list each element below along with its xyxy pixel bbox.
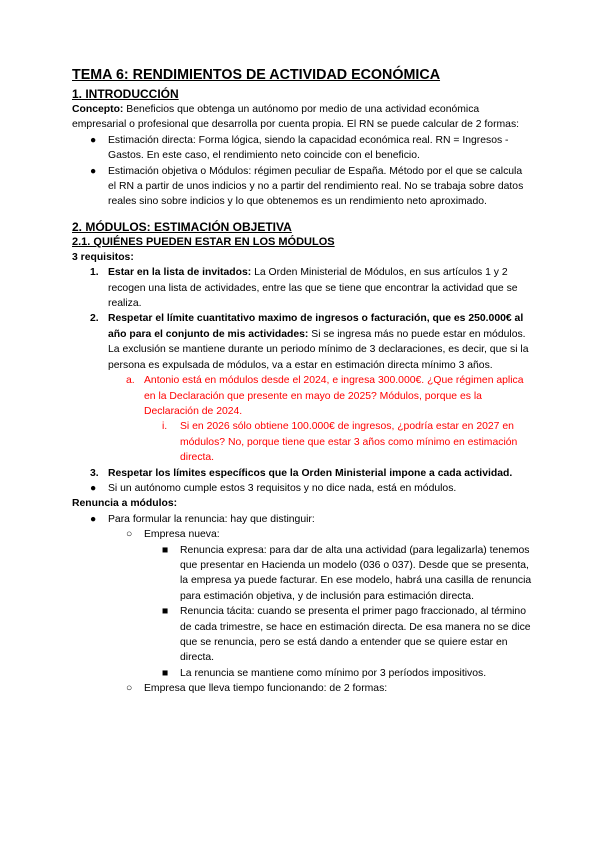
square-bullet-icon: ■	[162, 667, 169, 679]
list-number: 1.	[90, 267, 99, 279]
list-item: i. Si en 2026 sólo obtiene 100.000€ de ingresos, ¿podría estar en 2027 en módulos? No, porque tiene que estar 3 años como mínimo en estimación directa.	[162, 421, 518, 464]
list-item: 3. Respetar los límites específicos que la Orden Ministerial impone a cada actividad.	[108, 466, 532, 481]
bullet-icon: ●	[90, 513, 97, 525]
example-block	[126, 373, 532, 465]
renuncia-sublist	[126, 527, 532, 696]
circle-bullet-icon: ○	[126, 529, 133, 541]
section-1-heading: 1. INTRODUCCIÓN	[72, 87, 179, 101]
bullet-icon: ●	[90, 165, 97, 177]
list-item: ● Si un autónomo cumple estos 3 requisitos y no dice nada, está en módulos.	[108, 481, 532, 496]
intro-bullet-list	[90, 133, 532, 210]
list-roman: i.	[162, 421, 168, 433]
requisitos-label: 3 requisitos:	[72, 251, 134, 263]
subsection-2-1-heading: 2.1. QUIÉNES PUEDEN ESTAR EN LOS MÓDULOS	[72, 235, 335, 248]
list-item: a. Antonio está en módulos desde el 2024, e ingresa 300.000€. ¿Que régimen aplica en la Declaración que presente en mayo de 2025? Módulos, porque es la Declaración de 2024.	[126, 375, 524, 417]
renuncia-list	[90, 512, 532, 697]
empresa-nueva-list	[162, 543, 532, 682]
list-number: 3.	[90, 467, 99, 479]
list-item: ■ La renuncia se mantiene como mínimo por 3 períodos impositivos.	[180, 666, 532, 681]
requisitos-list	[90, 265, 532, 496]
concepto-paragraph	[72, 102, 532, 133]
concepto-text: Beneficios que obtenga un autónomo por medio de una actividad económica empresarial o profesional que desarrolla por cuenta propia. El RN se puede calcular de 2 formas:	[72, 104, 520, 131]
circle-bullet-icon: ○	[126, 683, 133, 695]
list-letter: a.	[126, 375, 135, 387]
list-item: ○ Empresa nueva: ■ Renuncia expresa: para dar de alta una actividad (para legalizarla) tenemos que presentar en Hacienda un modelo (036 o 037). Desde que se presenta, la empresa ya puede facturar. En ese modelo, habrá una casilla de renuncia para estimación objetiva, y de inclusión para estimación directa. ■ Renuncia tácita: cuando se presenta el primer pago fraccionado, al término de cada trimestre, se hace en estimación directa. De esa manera no se dice que se renuncia, pero se está dando a entender que se quiere estar en directa. ■ La renuncia se mantiene como mínimo por 3 períodos impositivos.	[144, 527, 532, 681]
square-bullet-icon: ■	[162, 606, 169, 618]
list-item: ○ Empresa que lleva tiempo funcionando: de 2 formas:	[144, 681, 532, 696]
list-item: 2. Respetar el límite cuantitativo maximo de ingresos o facturación, que es 250.000€ al año para el conjunto de mis actividades: Si se ingresa más no puede estar en módulos. La exclusión se mantiene durante un periodo mínimo de 3 declaraciones, es decir, que si la persona es expulsada de módulos, va a estar en estimación directa mínimo 3 años. a. Antonio está en módulos desde el 2024, e ingresa 300.000€. ¿Que régimen aplica en la Declaración que presente en mayo de 2025? Módulos, porque es la Declaración de 2024. i. Si en 2026 sólo obtiene 100.000€ de ingresos, ¿podría estar en 2027 en módulos? No, porque tiene que estar 3 años como mínimo en estimación directa.	[108, 311, 532, 465]
page-title: TEMA 6: RENDIMIENTOS DE ACTIVIDAD ECONÓMICA	[72, 67, 441, 83]
bullet-icon: ●	[90, 482, 97, 494]
list-item: ■ Renuncia expresa: para dar de alta una actividad (para legalizarla) tenemos que presentar en Hacienda un modelo (036 o 037). Desde que se presenta, la empresa ya puede facturar. En ese modelo, habrá una casilla de renuncia para estimación objetiva, y de inclusión para estimación directa.	[162, 544, 532, 602]
list-number: 2.	[90, 313, 99, 325]
list-item: ● Para formular la renuncia: hay que distinguir: ○ Empresa nueva: ■ Renuncia expresa: para dar de alta una actividad (para legalizarla) tenemos que presentar en Hacienda un modelo (036 o 037). Desde que se presenta, la empresa ya puede facturar. En ese modelo, habrá una casilla de renuncia para estimación objetiva, y de inclusión para estimación directa. ■ Renuncia tácita: cuando se presenta el primer pago fraccionado, al término de cada trimestre, se hace en estimación directa. De esa manera no se dice que se renuncia, pero se está dando a entender que se quiere estar en directa. ■ La renuncia se mantiene como mínimo por 3 períodos impositivos. ○ Empresa que lleva tiempo funcionando: de 2 formas:	[108, 512, 532, 697]
list-item: ● Estimación directa: Forma lógica, siendo la capacidad económica real. RN = Ingresos - Gastos. En este caso, el rendimiento neto coincide con el beneficio.	[90, 134, 509, 162]
section-2-heading: 2. MÓDULOS: ESTIMACIÓN OBJETIVA	[72, 219, 292, 234]
renuncia-label: Renuncia a módulos:	[72, 498, 178, 510]
concepto-label: Concepto:	[72, 104, 124, 115]
list-item: ■ Renuncia tácita: cuando se presenta el primer pago fraccionado, al término de cada trimestre, se hace en estimación directa. De esa manera no se dice que se renuncia, pero se está dando a entender que se quiere estar en directa.	[162, 606, 531, 664]
square-bullet-icon: ■	[162, 544, 169, 556]
bullet-icon: ●	[90, 134, 97, 146]
document-page	[72, 66, 532, 697]
list-item: ● Estimación objetiva o Módulos: régimen peculiar de España. Método por el que se calcula el RN a partir de unos indicios y no a partir del rendimiento real. No se trabaja sobre datos reales sino sobre indicios y lo que obtenemos es un rendimiento neto aproximado.	[90, 165, 524, 208]
list-item: 1. Estar en la lista de invitados: La Orden Ministerial de Módulos, en sus artículos 1 y 2 recogen una lista de actividades, entre las que se tiene que encontrar la actividad que se realiza.	[90, 267, 518, 310]
